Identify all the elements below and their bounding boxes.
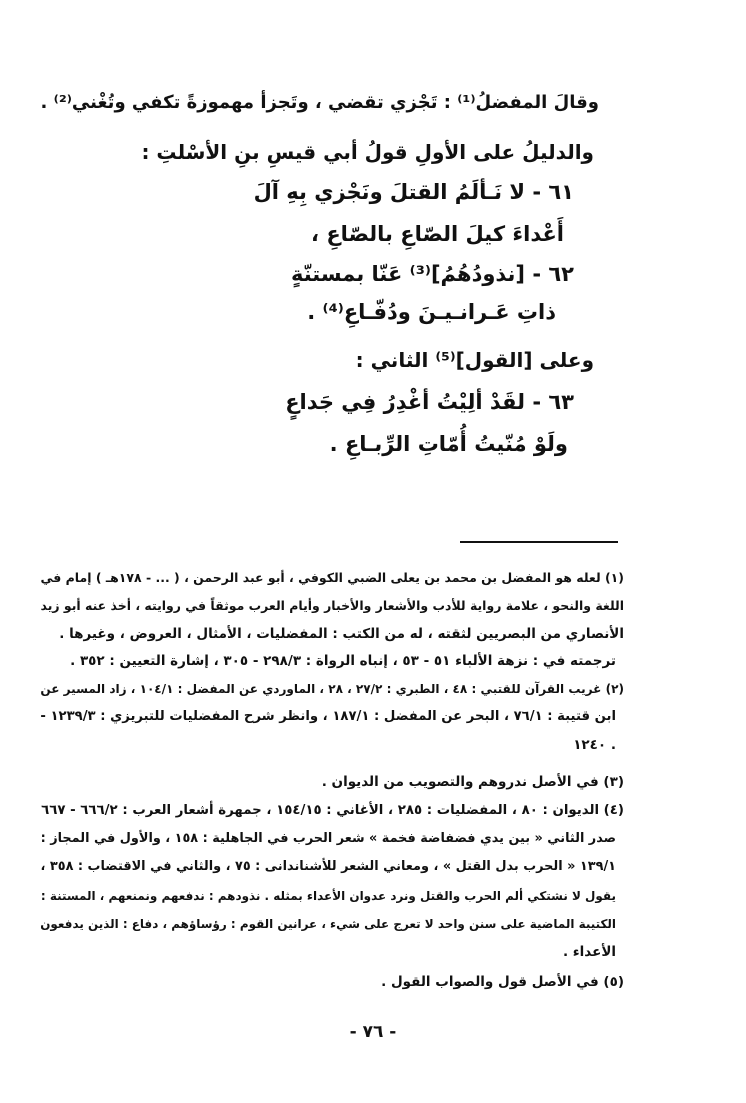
text-line-1: وقالَ المفضلُ⁽¹⁾ : تَجْزي تقضي ، وتَجزأ مهموزةً تكفي وتُغْني⁽²⁾ . bbox=[40, 92, 599, 113]
footnote-line: اللغة والنحو ، علامة رواية للأدب والأشعار والأخبار وأيام العرب موثقاً في روايته ، أخذ عنه أبو زيد bbox=[40, 598, 624, 613]
footnote-line: يقول لا نشتكي ألم الحرب والقتل ونرد عدوان الأعداء بمثله . نذودهم : ندفعهم ونمنعهم ، المستنة : bbox=[40, 889, 616, 903]
footnote-line: ١٣٩/١ « الحرب بدل القتل » ، ومعاني الشعر للأشناندانى : ٧٥ ، والثاني في الاقتضاب : ٣٥٨ ، bbox=[40, 859, 616, 874]
verse-61-first: ٦١ - لا نَـألَمُ القتلَ ونَجْزي بِهِ آلَ bbox=[253, 180, 574, 204]
footnote-line: الكتيبة الماضية على سنن واحد لا تعرج على شيء ، عرانين القوم : رؤساؤهم ، دفاع : الذين يدفعون bbox=[40, 917, 616, 931]
footnote-line: (٥) في الأصل قول والصواب القول . bbox=[381, 974, 624, 990]
text-line-2: والدليلُ على الأولِ قولُ أبي قيسِ بنِ الأسْلتِ : bbox=[141, 140, 594, 164]
footnote-line: (٢) غريب القرآن للقتبي : ٤٨ ، الطبري : ٢٧/٢ ، ٢٨ ، الماوردي عن المفضل : ١٠٤/١ ، زاد المسير عن bbox=[40, 682, 624, 696]
text-line-3: وعلى [القول]⁽⁵⁾ الثاني : bbox=[355, 348, 594, 372]
footnote-line: الأعداء . bbox=[562, 944, 616, 960]
footnote-line: الأنصاري من البصريين لثقته ، له من الكتب : المفضليات ، الأمثال ، العروض ، وغيرها . bbox=[59, 626, 624, 642]
verse-62-first: ٦٢ - [نذودُهُمُ]⁽³⁾ عَنّا بمستنّةٍ bbox=[291, 262, 574, 286]
verse-62-second: ذاتِ عَـرانـيـنَ ودُفّـاعِ⁽⁴⁾ . bbox=[307, 300, 556, 324]
verse-61-second: أَعْداءَ كيلَ الصّاعِ بالصّاعِ ، bbox=[311, 222, 564, 246]
footnote-line: صدر الثاني « بين يدي فضفاضة فخمة » شعر الحرب في الجاهلية : ١٥٨ ، والأول في المجاز : bbox=[40, 831, 616, 846]
footnote-line: (١) لعله هو المفضل بن محمد بن يعلى الضبي الكوفي ، أبو عبد الرحمن ، ( ... - ١٧٨هـ ) إمام في bbox=[40, 570, 624, 585]
footnote-line: ترجمته في : نزهة الألباء ٥١ - ٥٣ ، إنباه الرواة : ٢٩٨/٣ - ٣٠٥ ، إشارة التعيين : ٣٥٢ . bbox=[70, 653, 616, 669]
footnote-line: ١٢٤٠ . bbox=[573, 737, 616, 753]
page-number: - ٧٦ - bbox=[349, 1022, 397, 1042]
footnote-line: ابن قتيبة : ٧٦/١ ، البحر عن المفضل : ١٨٧/١ ، وانظر شرح المفضليات للتبريزي : ١٢٣٩/٣ - bbox=[40, 709, 616, 724]
verse-63-second: ولَوْ مُنّيتُ أُمّاتِ الرِّبـاعِ . bbox=[329, 432, 568, 456]
footnote-line: (٣) في الأصل ندروهم والتصويب من الديوان . bbox=[321, 774, 624, 790]
verse-63-first: ٦٣ - لقَدْ ألِيْتُ أغْدِرُ فِي جَداعٍ bbox=[285, 390, 574, 414]
footnote-separator bbox=[460, 541, 618, 543]
footnote-line: (٤) الديوان : ٨٠ ، المفضليات : ٢٨٥ ، الأغاني : ١٥٤/١٥ ، جمهرة أشعار العرب : ٦٦٦/٢ - ٦٦٧ bbox=[41, 803, 624, 818]
